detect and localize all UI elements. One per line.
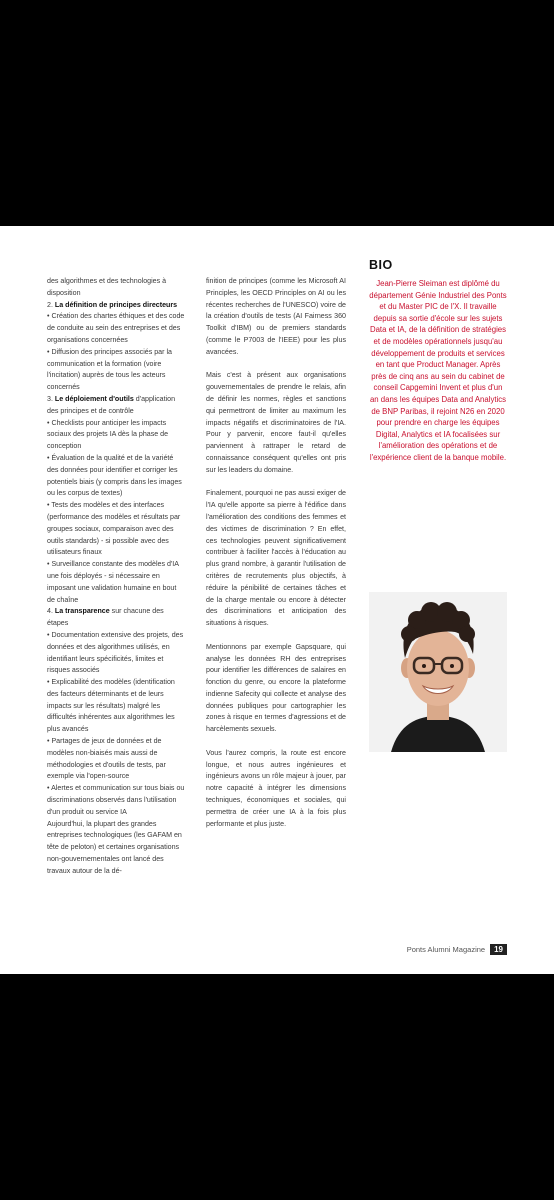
article-paragraph: Mentionnons par exemple Gapsquare, qui analyse les données RH des entreprises pour identifier les différences de salaires en fonction du genre, ou encore la plateforme indienne Safecity qui collecte et analyse des données publiques pour cartographier les zones à risque en termes d'agressions et de harcèlements sexuels. xyxy=(206,642,346,734)
bio-box xyxy=(369,258,507,464)
article-paragraph: • Checklists pour anticiper les impacts sociaux des projets IA dès la phase de conception xyxy=(47,418,169,451)
article-paragraph: 2. La définition de principes directeurs xyxy=(47,300,178,309)
portrait-illustration xyxy=(369,592,507,752)
article-paragraph: Aujourd'hui, la plupart des grandes entreprises technologiques (les GAFAM en tête de peloton) et certaines organisations non-gouvernementales ont lancé des travaux autour de la dé- xyxy=(47,819,182,875)
magazine-page xyxy=(0,226,554,974)
page-footer xyxy=(407,944,507,955)
article-paragraph: des algorithmes et des technologies à disposition xyxy=(47,277,167,297)
article-paragraph: • Explicabilité des modèles (identification des facteurs déterminants et de leurs impacts sur les résultats) malgré les difficultés inhérentes aux algorithmes les plus avancés xyxy=(47,678,175,734)
article-paragraph: Finalement, pourquoi ne pas aussi exiger de l'IA qu'elle apporte sa pierre à l'édifice dans l'amélioration des conditions des femmes et des victimes de discrimination ? En effet, ces technologies peuvent significativement contribuer à faciliter l'accès à l'éducation au plus grand nombre, à garantir l'utilisation de critères de recrutements plus objectifs, à réduire la pénibilité de certaines tâches et de la charge mentale ou encore à détecter des discriminations et anticipation des situations à risques. xyxy=(206,489,346,628)
bio-title: BIO xyxy=(369,258,393,272)
page-number: 19 xyxy=(490,944,507,955)
article-paragraph: • Tests des modèles et des interfaces (performance des modèles et résultats par groupes sociaux, comparaison avec des outils standards) - si possible avec des utilisateurs finaux xyxy=(47,501,181,557)
article-paragraph: Mais c'est à présent aux organisations gouvernementales de prendre le relais, afin de définir les normes, règles et sanctions qui permettront de limiter au maximum les impacts négatifs et discriminatoires de l'IA. Pour y parvenir, encore faut-il qu'elles parviennent à rattraper le retard de connaissance conséquent qu'elles ont pris sur les leaders du domaine. xyxy=(206,371,346,474)
article-paragraph: Vous l'aurez compris, la route est encore longue, et nous autres ingénieures et ingénieurs avons un rôle majeur à jouer, par notre capacité à intégrer les dimensions techniques, économiques et sociales, qui permettra de créer une IA à la fois plus performante et plus juste. xyxy=(206,748,346,828)
article-paragraph: • Diffusion des principes associés par la communication et la formation (voire l'incitation) auprès de tous les acteurs concernés xyxy=(47,347,172,392)
article-paragraph: • Surveillance constante des modèles d'IA une fois déployés - si nécessaire en imposant une validation humaine en bout de chaîne xyxy=(47,560,179,604)
article-paragraph: • Évaluation de la qualité et de la variété des données pour identifier et corriger les potentiels biais (y compris dans les images ou les corpus de textes) xyxy=(47,453,182,498)
article-paragraph: • Documentation extensive des projets, des données et des algorithmes utilisés, en identifiant leurs spécificités, limites et risques associés xyxy=(47,630,184,675)
article-column-2 xyxy=(206,276,346,830)
article-paragraph: 3. Le déploiement d'outils d'application des principes et de contrôle xyxy=(47,394,176,415)
article-paragraph: • Partages de jeux de données et de modèles non-biaisés mais aussi de méthodologies et d'outils de tests, par exemple via l'open-source xyxy=(47,737,166,781)
bio-text: Jean-Pierre Sleiman est diplômé du département Génie Industriel des Ponts et du Master PIC de l'X. Il travaille depuis sa sortie d'école sur les sujets Data et IA, de la définition de stratégies et de modèles opérationnels jusqu'au développement de produits et services en tant que Product Manager. Après près de cinq ans au sein du cabinet de conseil Capgemini Invent et plus d'un an dans les équipes Data and Analytics de BNP Paribas, il rejoint N26 en 2020 pour prendre en charge les équipes Digital, Analytics et IA focalisées sur l'amélioration des opérations et de l'expérience client de la banque mobile. xyxy=(369,279,507,462)
article-paragraph: finition de principes (comme les Microsoft AI Principles, les OECD Principles on AI ou les récentes recherches de l'UNESCO) voire de la création d'outils de tests (AI Fairness 360 Toolkit d'IBM) ou de premiers standards (comme le P7003 de l'IEEE) pour les plus avancées. xyxy=(206,277,346,356)
magazine-name: Ponts Alumni Magazine xyxy=(406,945,486,954)
article-paragraph: 4. La transparence sur chacune des étapes xyxy=(47,607,164,628)
article-paragraph: • Création des chartes éthiques et des code de conduite au sein des entreprises et des organisations concernées xyxy=(47,312,185,344)
article-column-1 xyxy=(47,276,186,878)
article-paragraph: • Alertes et communication sur tous biais ou discriminations observés dans l'utilisation d'un produit ou service IA xyxy=(47,784,185,816)
author-portrait xyxy=(369,592,507,752)
